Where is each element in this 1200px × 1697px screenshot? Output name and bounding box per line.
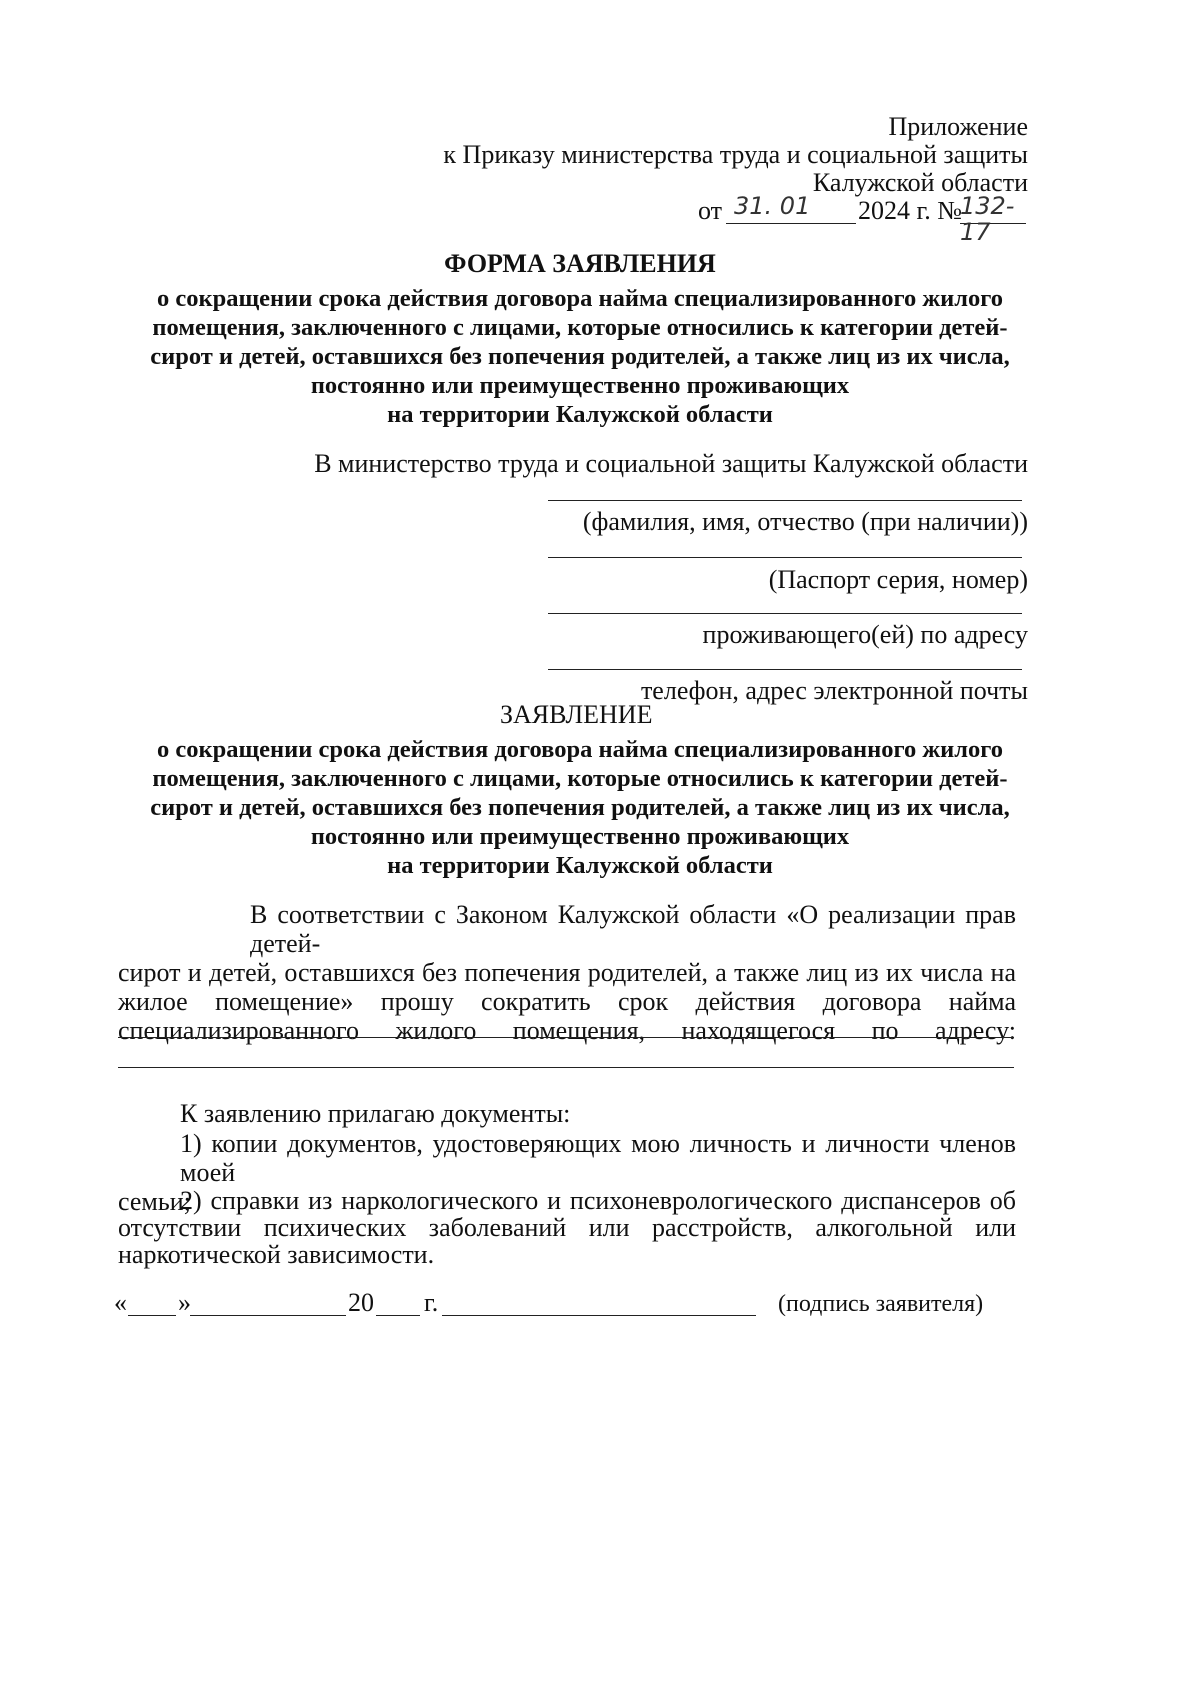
address-field-caption: проживающего(ей) по адресу [702, 620, 1028, 649]
statement-subtitle [60, 735, 1100, 880]
body-line: жилое помещение» прошу сократить срок действия договора найма [118, 987, 1016, 1016]
property-address-line-2[interactable] [118, 1067, 1014, 1068]
attachment-line: 1) копии документов, удостоверяющих мою личность и личности членов моей [180, 1129, 1016, 1187]
appendix-order-line: к Приказу министерства труда и социальной защиты [443, 140, 1028, 169]
attachment-item-2 [118, 1187, 1016, 1268]
form-subtitle-line: о сокращении срока действия договора найма специализированного жилого [156, 285, 1004, 312]
attachments-intro: К заявлению прилагаю документы: [180, 1099, 571, 1128]
form-subtitle [60, 284, 1100, 429]
statement-subtitle-line: постоянно или преимущественно проживающих [310, 823, 850, 850]
statement-subtitle-line: о сокращении срока действия договора найма специализированного жилого [156, 736, 1004, 763]
signature-row [114, 1289, 994, 1323]
statement-subtitle-line: сирот и детей, оставшихся без попечения родителей, а также лиц из их числа, [150, 794, 1010, 821]
contact-field-caption: телефон, адрес электронной почты [640, 676, 1028, 705]
year-blank[interactable] [376, 1315, 420, 1316]
year-and-number-label: 2024 г. № [858, 196, 963, 225]
date-prefix: от [698, 196, 723, 225]
signature-caption: (подпись заявителя) [778, 1291, 984, 1317]
statement-subtitle-line: на территории Калужской области [387, 852, 773, 879]
date-close-quote: » [178, 1288, 191, 1317]
month-blank[interactable] [190, 1315, 346, 1316]
name-field-line[interactable] [548, 500, 1022, 501]
appendix-label: Приложение [888, 112, 1028, 141]
body-line: сирот и детей, оставшихся без попечения родителей, а также лиц из их числа на [118, 958, 1016, 987]
appendix-region-line: Калужской области [812, 168, 1028, 197]
date-open-quote: « [114, 1288, 127, 1317]
attachment-line: семьи; [118, 1187, 191, 1216]
date-underline [726, 223, 856, 224]
property-address-line-1[interactable] [118, 1037, 1014, 1038]
addressee-ministry: В министерство труда и социальной защиты Калужской области [314, 449, 1028, 478]
form-subtitle-line: на территории Калужской области [387, 401, 773, 428]
name-field-caption: (фамилия, имя, отчество (при наличии)) [582, 507, 1028, 536]
contact-field-line[interactable] [548, 669, 1022, 670]
passport-field-line[interactable] [548, 557, 1022, 558]
order-date-line [698, 192, 1038, 247]
address-field-line[interactable] [548, 613, 1022, 614]
statement-title: ЗАЯВЛЕНИЕ [500, 700, 653, 729]
signature-blank[interactable] [442, 1315, 756, 1316]
body-line: В соответствии с Законом Калужской области «О реализации прав детей- [250, 900, 1016, 958]
attachment-line: отсутствии психических заболеваний или расстройств, алкогольной или [118, 1213, 1016, 1242]
attachment-line: наркотической зависимости. [118, 1240, 435, 1269]
body-paragraph [118, 900, 1016, 1045]
passport-field-caption: (Паспорт серия, номер) [768, 565, 1028, 594]
year-century: 20 [348, 1288, 374, 1317]
handwritten-number: 132-17 [960, 192, 1015, 247]
year-suffix: г. [424, 1288, 439, 1317]
form-subtitle-line: помещения, заключенного с лицами, которые относились к категории детей- [152, 314, 1008, 341]
form-title: ФОРМА ЗАЯВЛЕНИЯ [444, 249, 716, 278]
handwritten-date: 31. 01 [734, 192, 811, 220]
body-line: специализированного жилого помещения, находящегося по адресу: [118, 1016, 1016, 1045]
attachment-line: 2) справки из наркологического и психоневрологического диспансеров об [180, 1186, 1016, 1215]
form-subtitle-line: постоянно или преимущественно проживающих [310, 372, 850, 399]
day-blank[interactable] [128, 1315, 176, 1316]
statement-subtitle-line: помещения, заключенного с лицами, которые относились к категории детей- [152, 765, 1008, 792]
form-subtitle-line: сирот и детей, оставшихся без попечения родителей, а также лиц из их числа, [150, 343, 1010, 370]
